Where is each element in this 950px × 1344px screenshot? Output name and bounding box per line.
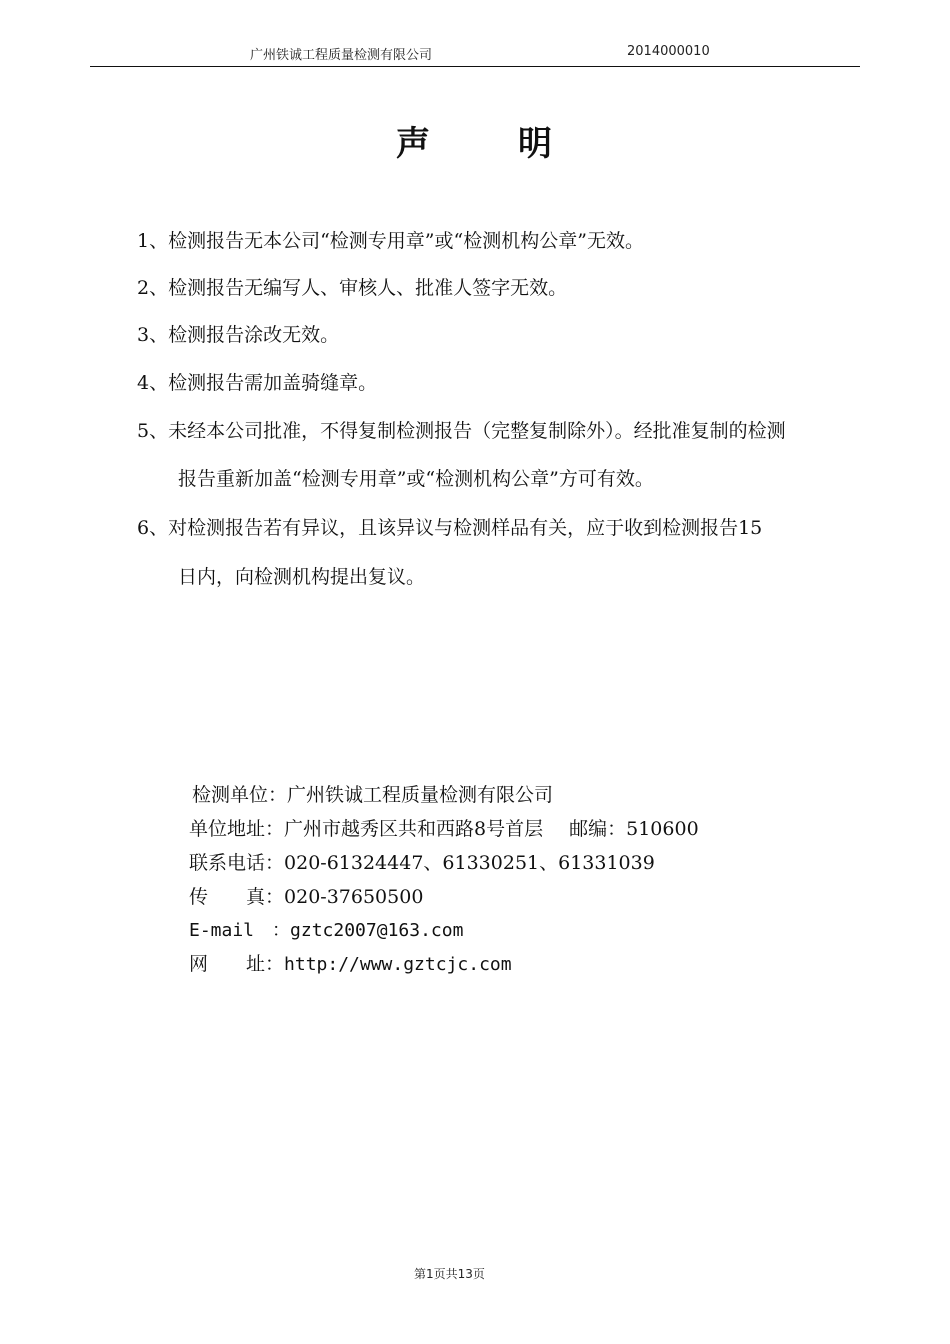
contact-unit-label: 检测单位： [192, 784, 288, 806]
header-divider [90, 66, 860, 67]
contact-website-label: 网 址： [189, 953, 285, 975]
document-title [396, 116, 552, 165]
clause-5-line-2: 报告重新加盖“检测专用章”或“检测机构公章”方可有效。 [178, 468, 654, 490]
header-report-number: 2014000010 [627, 44, 710, 59]
title-char-1: 声 [396, 124, 430, 164]
contact-phone-value: 020-61324447、61330251、61331039 [284, 852, 655, 874]
clause-2: 2、检测报告无编写人、审核人、批准人签字无效。 [137, 277, 568, 299]
contact-fax-label: 传 真： [189, 886, 285, 908]
contact-website-value[interactable]: http://www.gztcjc.com [284, 954, 512, 975]
contact-postcode-label: 邮编： [569, 818, 627, 840]
clause-4: 4、检测报告需加盖骑缝章。 [137, 372, 378, 394]
contact-email-value[interactable]: gztc2007@163.com [290, 920, 464, 941]
contact-email-label: E-mail ： [189, 920, 291, 941]
contact-postcode-value: 510600 [626, 818, 699, 840]
contact-unit-value: 广州铁诚工程质量检测有限公司 [287, 784, 554, 806]
contact-fax [189, 885, 423, 909]
header-company-name: 广州铁诚工程质量检测有限公司 [250, 48, 433, 63]
contact-address [189, 817, 699, 841]
clause-6-line-1: 6、对检测报告若有异议，且该异议与检测样品有关，应于收到检测报告15 [137, 517, 763, 539]
contact-phone [189, 851, 655, 875]
contact-phone-label: 联系电话： [189, 852, 285, 874]
clause-6-line-2: 日内，向检测机构提出复议。 [178, 566, 426, 588]
page-footer-number: 第1页共13页 [414, 1267, 485, 1281]
clause-5-line-1: 5、未经本公司批准，不得复制检测报告（完整复制除外）。经批准复制的检测 [137, 420, 786, 442]
contact-fax-value: 020-37650500 [284, 886, 424, 908]
title-char-2: 明 [518, 124, 552, 164]
clause-3: 3、检测报告涂改无效。 [137, 324, 340, 346]
clause-1: 1、检测报告无本公司“检测专用章”或“检测机构公章”无效。 [137, 230, 644, 252]
contact-unit [192, 783, 553, 807]
contact-website [189, 952, 512, 977]
contact-email [189, 918, 463, 943]
contact-address-value: 广州市越秀区共和西路8号首层 [284, 818, 544, 840]
contact-address-label: 单位地址： [189, 818, 285, 840]
